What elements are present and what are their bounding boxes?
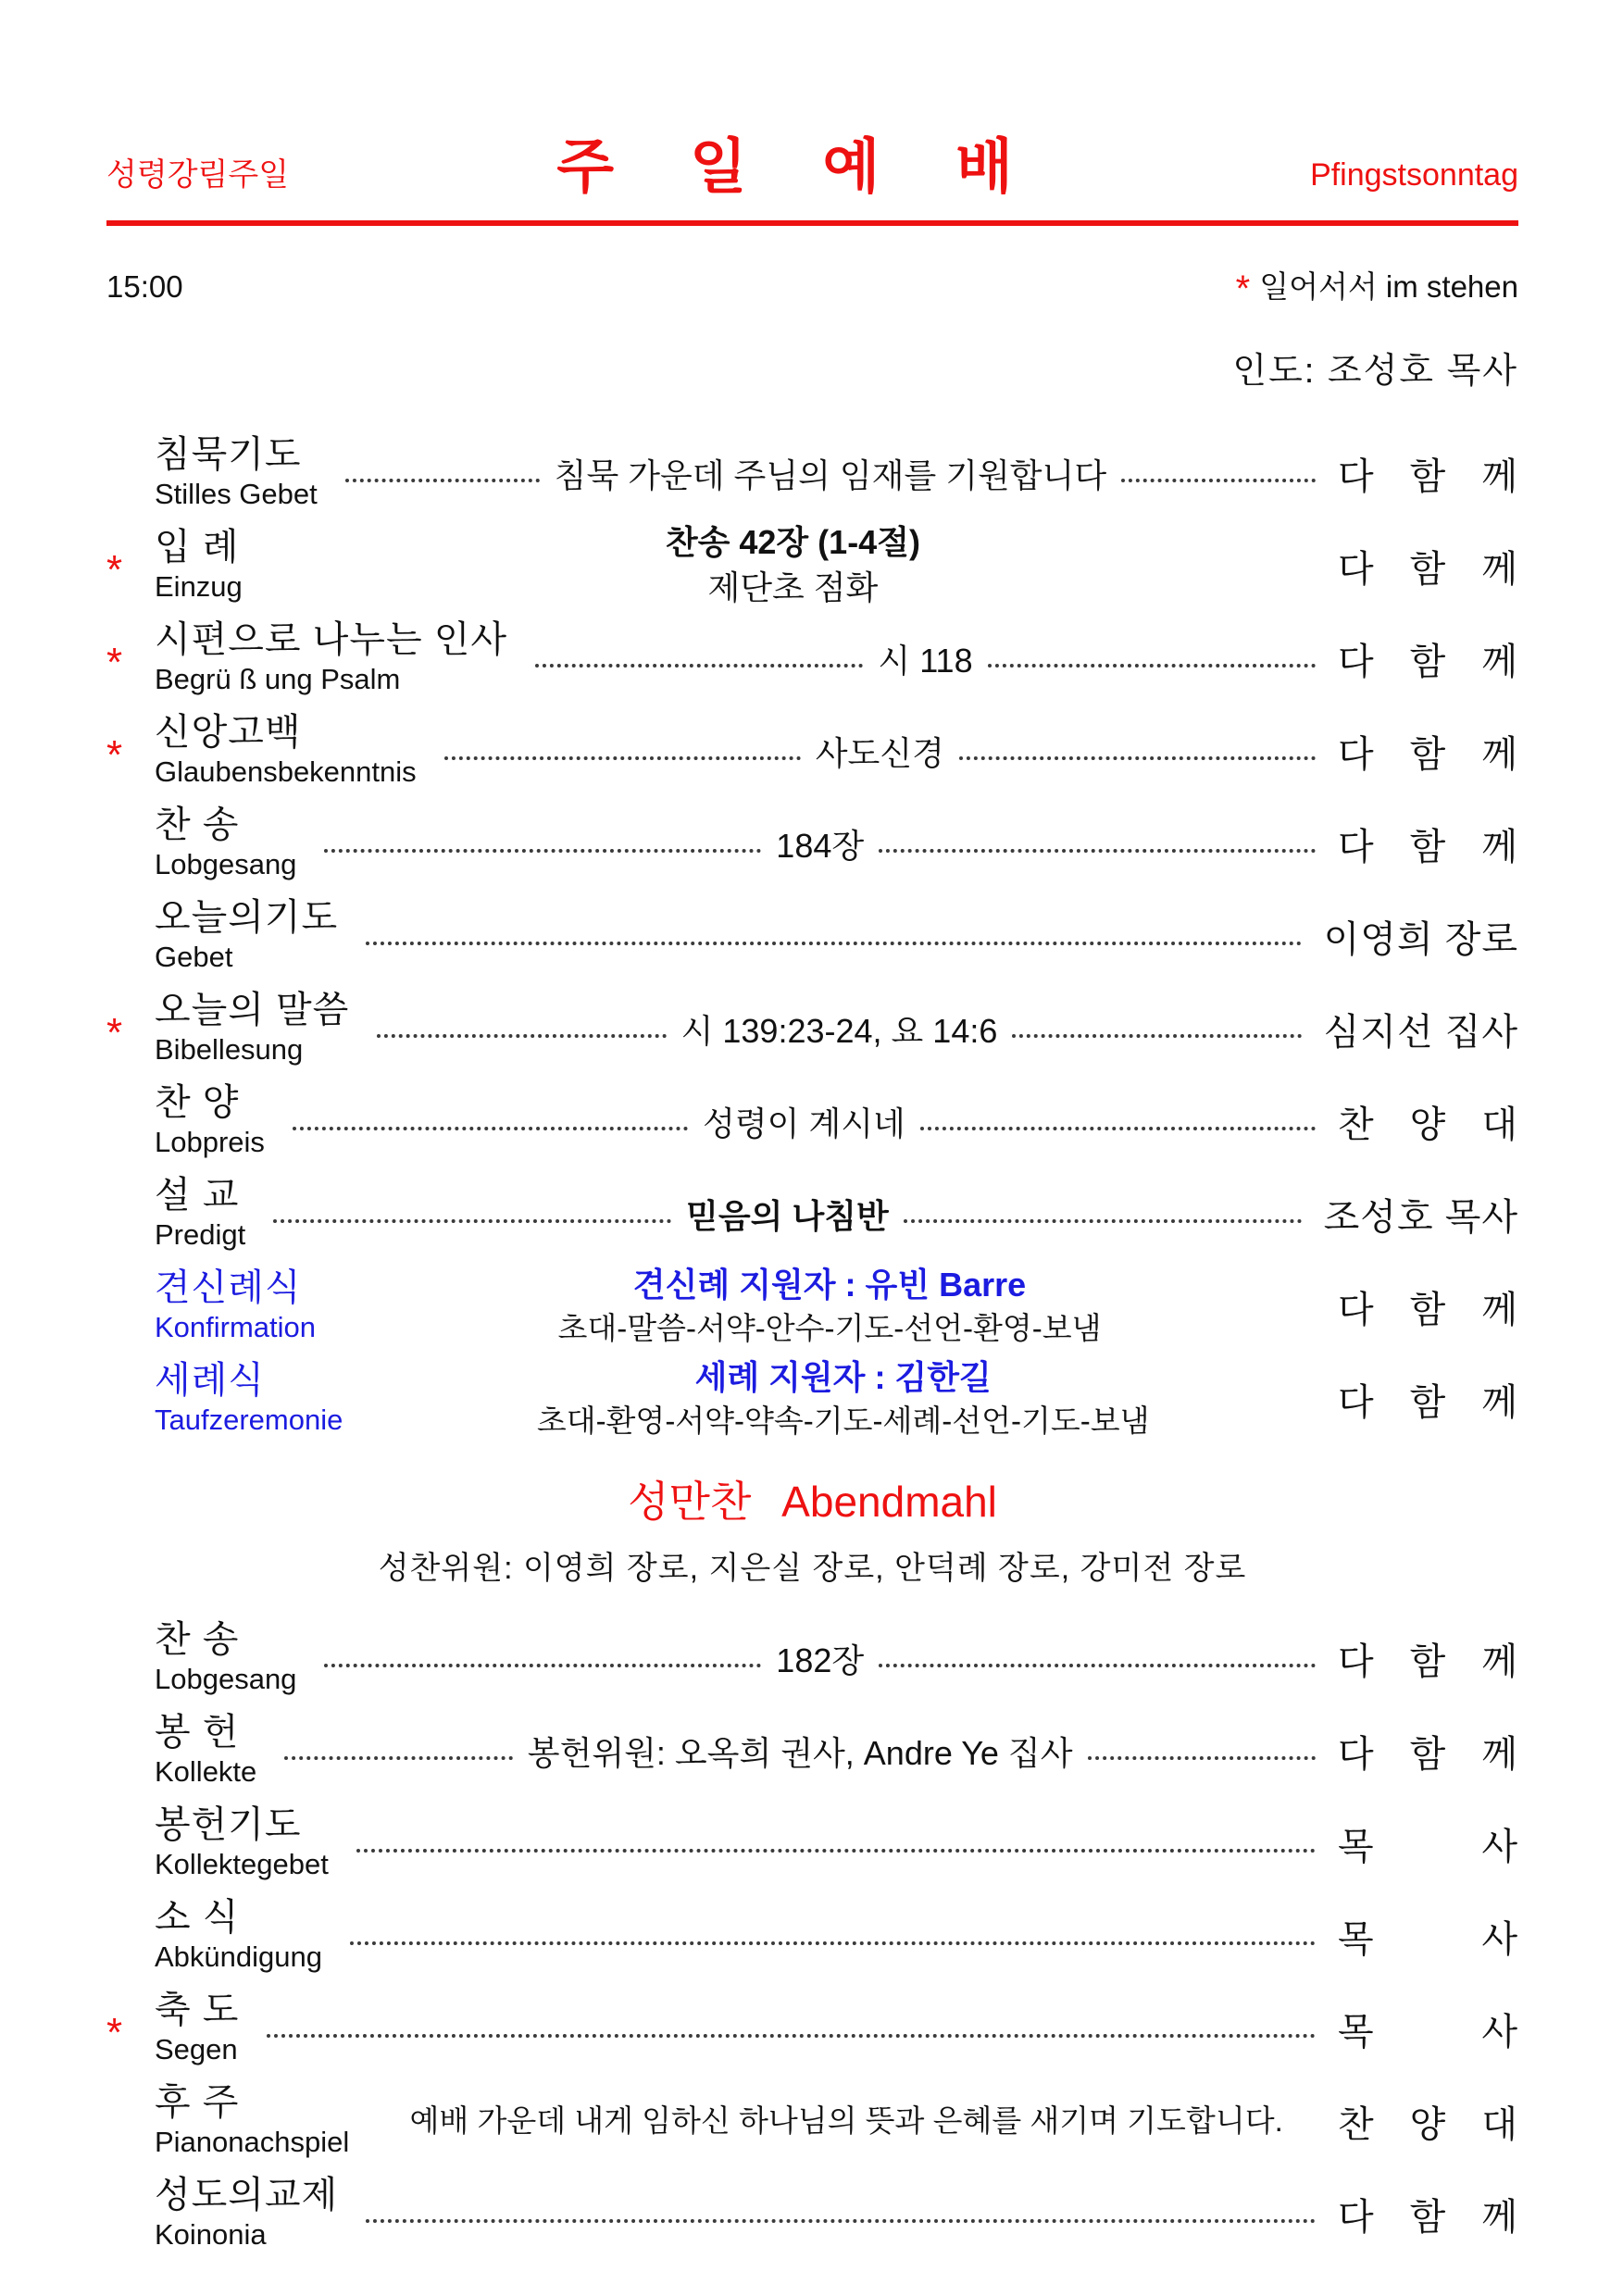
star-placeholder	[106, 1746, 155, 1755]
item-center	[430, 728, 1330, 775]
item-assignee: 심지선 집사	[1323, 1011, 1518, 1053]
item-center	[351, 934, 1316, 938]
item-title-korean: 오늘의 말씀	[155, 990, 350, 1031]
service-row	[106, 613, 1518, 704]
dotted-leader	[366, 942, 1301, 945]
service-row	[106, 1890, 1518, 1981]
item-detail: 시 139:23-24, 요 14:6	[680, 1011, 998, 1050]
dotted-leader	[293, 1127, 688, 1130]
service-row	[106, 798, 1518, 889]
item-title-korean: 설 교	[155, 1175, 240, 1217]
item-assignee: 다 함 께	[1338, 455, 1518, 497]
item-detail-lines	[256, 520, 1330, 610]
item-assignee: 다 함 께	[1338, 1733, 1518, 1775]
item-detail-line: 견신례 지원자 : 유빈 Barre	[632, 1266, 1027, 1304]
item-title	[155, 1360, 343, 1437]
item-title-german: Lobpreis	[155, 1126, 265, 1159]
service-row	[106, 1354, 1518, 1444]
page-title: 주 일 예 배	[556, 133, 1042, 200]
service-row	[106, 1261, 1518, 1352]
item-center	[252, 2027, 1330, 2030]
item-assignee: 다 함 께	[1338, 641, 1518, 682]
item-title-korean: 찬 송	[155, 805, 240, 846]
standing-note-text: 일어서서 im stehen	[1259, 269, 1518, 304]
season-label: 성령강림주일	[106, 157, 290, 193]
required-star: *	[106, 547, 123, 593]
item-detail-lines	[329, 1263, 1330, 1349]
item-center	[362, 2101, 1330, 2142]
required-star: *	[106, 1010, 123, 1055]
item-title-german: Einzug	[155, 570, 243, 604]
item-title-korean: 성도의교제	[155, 2175, 339, 2216]
item-title	[155, 990, 349, 1067]
dotted-leader	[444, 756, 801, 760]
item-center	[309, 820, 1330, 867]
required-star: *	[106, 2010, 123, 2055]
service-row	[106, 428, 1518, 518]
item-title-korean: 축 도	[155, 1990, 240, 2031]
item-assignee: 목 사	[1338, 2011, 1518, 2053]
item-title	[155, 1990, 239, 2066]
service-row	[106, 891, 1518, 981]
item-center	[269, 1728, 1330, 1775]
item-detail-lines	[356, 1355, 1330, 1441]
item-title	[155, 527, 243, 604]
item-title-korean: 오늘의기도	[155, 897, 339, 939]
item-title-german: Taufzeremonie	[155, 1404, 343, 1437]
item-title-korean: 입 례	[155, 527, 240, 568]
item-title-german: Gebet	[155, 941, 233, 974]
dotted-leader	[879, 1664, 1316, 1667]
dotted-leader	[345, 479, 540, 482]
header	[106, 133, 1518, 200]
service-row	[106, 983, 1518, 1074]
item-title-korean: 후 주	[155, 2082, 240, 2124]
item-title-korean: 소 식	[155, 1897, 240, 1939]
item-title	[155, 434, 318, 511]
service-row	[106, 705, 1518, 796]
service-row	[106, 1076, 1518, 1167]
item-assignee: 다 함 께	[1338, 826, 1518, 867]
item-assignee: 다 함 께	[1338, 1381, 1518, 1423]
required-star: *	[106, 732, 123, 778]
dotted-leader	[324, 1664, 761, 1667]
star-placeholder	[106, 1839, 155, 1848]
star-placeholder	[106, 1394, 155, 1404]
item-detail: 믿음의 나침반	[686, 1196, 889, 1235]
item-assignee: 다 함 께	[1338, 1289, 1518, 1330]
item-assignee: 찬 양 대	[1338, 1104, 1518, 1145]
service-row	[106, 520, 1518, 611]
service-row	[106, 1983, 1518, 2074]
item-assignee: 다 함 께	[1338, 548, 1518, 590]
season-label-german: Pfingstsonntag	[1310, 157, 1518, 193]
communion-committee-note: 성찬위원: 이영희 장로, 지은실 장로, 안덕례 장로, 강미전 장로	[378, 1551, 1247, 1586]
item-center	[278, 1098, 1330, 1145]
item-detail-line: 예배 가운데 내게 임하신 하나님의 뜻과 은혜를 새기며 기도합니다.	[409, 2103, 1283, 2138]
dotted-leader	[377, 1034, 666, 1038]
item-title	[155, 1267, 316, 1344]
dotted-leader	[1121, 479, 1316, 482]
item-title-korean: 견신례식	[155, 1267, 302, 1309]
item-title	[155, 619, 507, 696]
item-assignee: 목 사	[1338, 1826, 1518, 1867]
item-title	[155, 712, 417, 789]
item-detail-line: 초대-환영-서약-약속-기도-세례-선언-기도-보냄	[536, 1404, 1150, 1439]
service-row	[106, 1168, 1518, 1259]
item-title-german: Lobgesang	[155, 848, 297, 881]
item-center	[342, 1841, 1330, 1845]
item-center	[329, 1263, 1330, 1349]
service-row	[106, 2076, 1518, 2166]
star-placeholder	[106, 1653, 155, 1663]
item-title	[155, 1619, 296, 1696]
star-placeholder	[106, 2116, 155, 2126]
dotted-leader	[1012, 1034, 1301, 1038]
asterisk-legend-star: *	[1235, 268, 1251, 309]
item-center	[356, 1355, 1330, 1441]
dotted-leader	[1088, 1756, 1317, 1760]
item-detail-line: 세례 지원자 : 김한길	[694, 1358, 992, 1397]
item-detail: 성령이 계시네	[703, 1104, 905, 1142]
item-title-german: Predigt	[155, 1218, 246, 1252]
service-row	[106, 1798, 1518, 1889]
dotted-leader	[904, 1219, 1302, 1223]
item-title-german: Begrü ß ung Psalm	[155, 663, 401, 696]
item-assignee: 다 함 께	[1338, 1641, 1518, 1682]
item-detail-line: 제단초 점화	[707, 568, 879, 606]
star-placeholder	[106, 2209, 155, 2218]
item-title-german: Konfirmation	[155, 1311, 317, 1344]
item-assignee: 이영희 장로	[1323, 918, 1518, 960]
item-assignee: 찬 양 대	[1338, 2103, 1518, 2145]
item-detail: 184장	[776, 826, 865, 865]
item-center	[362, 1005, 1316, 1053]
item-title	[155, 1897, 322, 1974]
service-order-list	[106, 428, 1518, 2259]
item-center	[520, 635, 1330, 682]
item-title	[155, 1804, 329, 1881]
item-title-german: Pianonachspiel	[155, 2126, 350, 2159]
item-title	[155, 805, 296, 881]
dotted-leader	[273, 1219, 671, 1223]
subheader	[106, 263, 1518, 310]
star-placeholder	[106, 1209, 155, 1218]
item-title-german: Lobgesang	[155, 1663, 297, 1696]
item-center	[331, 450, 1330, 497]
item-title	[155, 897, 338, 974]
item-title-korean: 침묵기도	[155, 434, 302, 476]
item-title-german: Stilles Gebet	[155, 478, 318, 511]
item-title	[155, 2175, 338, 2252]
star-placeholder	[106, 1117, 155, 1126]
service-time: 15:00	[106, 269, 183, 304]
required-star: *	[106, 640, 123, 685]
dotted-leader	[535, 664, 863, 668]
dotted-leader	[284, 1756, 513, 1760]
item-detail: 봉헌위원: 오옥희 권사, Andre Ye 집사	[527, 1733, 1073, 1772]
item-title-korean: 찬 송	[155, 1619, 240, 1661]
dotted-leader	[356, 1849, 1316, 1853]
item-title-korean: 시편으로 나누는 인사	[155, 619, 507, 661]
item-assignee: 다 함 께	[1338, 733, 1518, 775]
item-center	[351, 2212, 1330, 2215]
item-title-korean: 봉헌기도	[155, 1804, 302, 1846]
item-title-german: Kollekte	[155, 1755, 257, 1789]
item-detail: 사도신경	[815, 733, 944, 772]
dotted-leader	[959, 756, 1316, 760]
item-title-korean: 신앙고백	[155, 712, 302, 754]
star-placeholder	[106, 1931, 155, 1940]
header-rule	[106, 220, 1518, 226]
item-title-german: Bibellesung	[155, 1033, 304, 1067]
item-center	[258, 1191, 1316, 1238]
item-title-german: Koinonia	[155, 2218, 267, 2252]
item-title-korean: 찬 양	[155, 1082, 240, 1124]
item-detail-line: 초대-말씀-서약-안수-기도-선언-환영-보냄	[557, 1311, 1102, 1346]
dotted-leader	[879, 849, 1316, 853]
item-detail: 182장	[776, 1641, 865, 1679]
item-center	[309, 1635, 1330, 1682]
item-detail-line: 찬송 42장 (1-4절)	[665, 523, 920, 562]
item-title	[155, 2082, 349, 2159]
item-assignee: 목 사	[1338, 1918, 1518, 1960]
dotted-leader	[366, 2219, 1316, 2223]
service-row	[106, 1705, 1518, 1796]
star-placeholder	[106, 931, 155, 941]
dotted-leader	[350, 1941, 1316, 1945]
star-placeholder	[106, 468, 155, 478]
item-title	[155, 1082, 265, 1159]
dotted-leader	[920, 1127, 1316, 1130]
dotted-leader	[324, 849, 761, 853]
item-detail-lines	[362, 2101, 1330, 2142]
item-title	[155, 1712, 256, 1789]
item-title-german: Glaubensbekenntnis	[155, 755, 417, 789]
item-title-korean: 세례식	[155, 1360, 265, 1402]
item-title-german: Kollektegebet	[155, 1848, 329, 1881]
item-title-german: Segen	[155, 2033, 238, 2066]
item-title	[155, 1175, 245, 1252]
communion-heading: 성만찬 Abendmahl	[628, 1478, 997, 1526]
standing-note	[1236, 263, 1518, 310]
item-assignee: 다 함 께	[1338, 2196, 1518, 2238]
item-detail: 시 118	[878, 641, 973, 680]
star-placeholder	[106, 1302, 155, 1311]
item-title-german: Abkündigung	[155, 1940, 322, 1974]
service-row	[106, 2168, 1518, 2259]
item-title-korean: 봉 헌	[155, 1712, 240, 1753]
service-row	[106, 1613, 1518, 1703]
star-placeholder	[106, 839, 155, 848]
item-center	[335, 1934, 1330, 1938]
item-assignee: 조성호 목사	[1323, 1196, 1518, 1238]
item-center	[256, 520, 1330, 610]
dotted-leader	[988, 664, 1316, 668]
item-detail: 침묵 가운데 주님의 임재를 기원합니다	[554, 455, 1107, 494]
service-leader: 인도: 조성호 목사	[1232, 352, 1518, 391]
dotted-leader	[267, 2034, 1316, 2038]
